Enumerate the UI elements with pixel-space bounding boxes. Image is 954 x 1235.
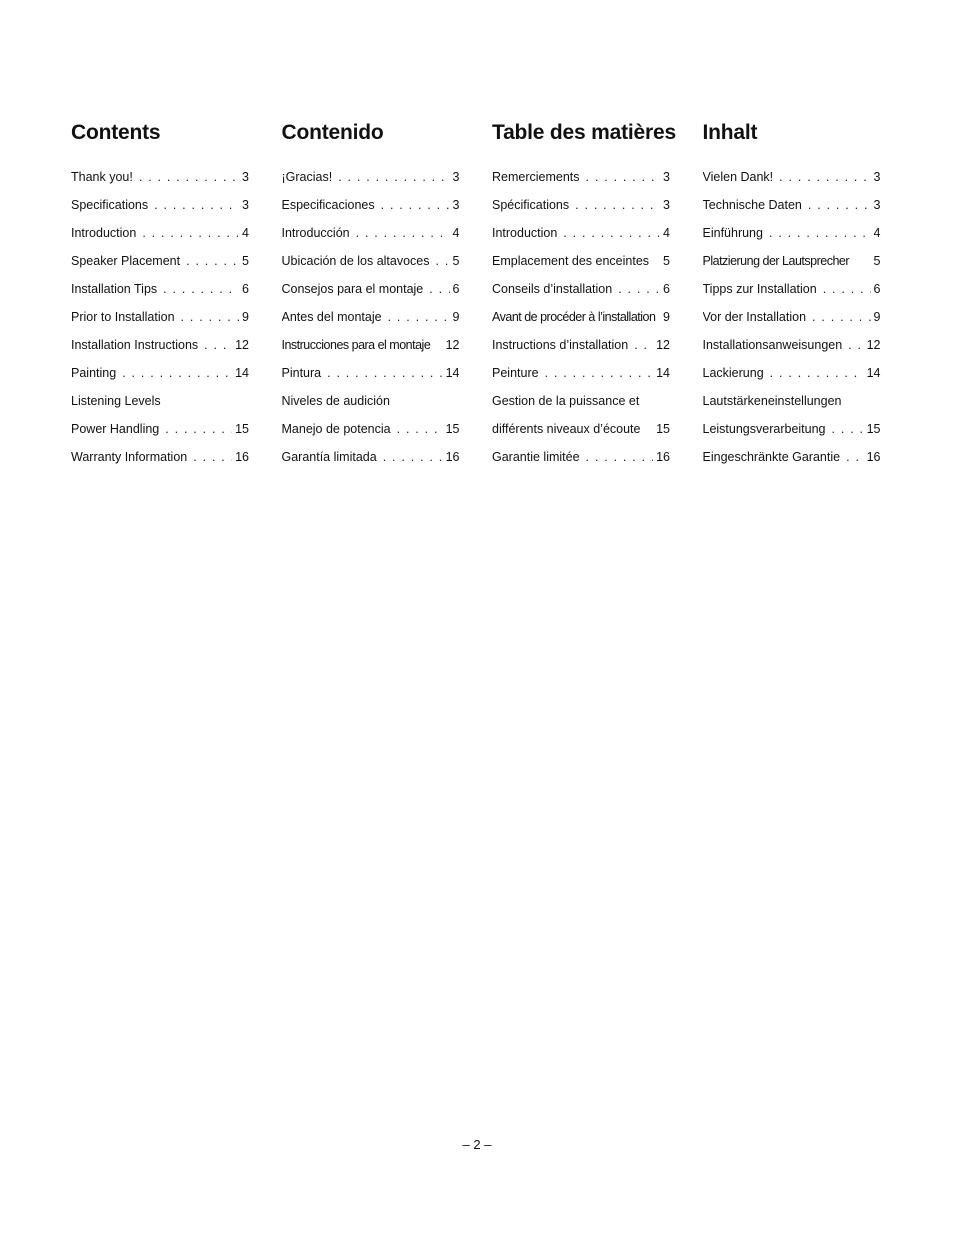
toc-entry-label: Installationsanweisungen xyxy=(702,338,843,352)
toc-entry-label: Consejos para el montaje xyxy=(281,282,424,296)
toc-entry-label: Eingeschränkte Garantie xyxy=(702,450,841,464)
toc-entry-page: 5 xyxy=(242,254,249,268)
toc-entry[interactable] xyxy=(282,335,460,363)
toc-entry[interactable] xyxy=(71,251,249,279)
toc-entry[interactable] xyxy=(282,223,460,251)
toc-entry[interactable] xyxy=(703,363,881,391)
dot-leader xyxy=(383,447,443,467)
dot-leader xyxy=(769,223,871,243)
toc-entry-label: Listening Levels xyxy=(71,394,161,408)
toc-entry-label: Ubicación de los altavoces xyxy=(281,254,430,268)
toc-entry[interactable] xyxy=(703,167,881,195)
toc-entry-page: 5 xyxy=(452,254,460,268)
toc-column-german xyxy=(703,117,881,475)
toc-entry-page: 15 xyxy=(656,422,670,436)
dot-leader xyxy=(154,195,239,215)
toc-entry-label: Introduction xyxy=(71,226,137,240)
toc-entry[interactable] xyxy=(703,251,881,279)
toc-entry[interactable] xyxy=(71,167,249,195)
toc-entry-page: 12 xyxy=(445,338,460,352)
toc-entry[interactable] xyxy=(492,391,670,419)
toc-entry-label: Vielen Dank! xyxy=(702,170,774,184)
toc-heading: Inhalt xyxy=(702,121,758,144)
toc-entry-page: 6 xyxy=(242,282,249,296)
toc-entry-page: 3 xyxy=(242,198,249,212)
toc-entry-label: Warranty Information xyxy=(71,450,188,464)
dot-leader xyxy=(545,363,654,383)
toc-entry-label: Einführung xyxy=(702,226,763,240)
dot-leader xyxy=(586,447,654,467)
toc-entry-label: Gestion de la puissance et xyxy=(492,394,640,408)
toc-entry-page: 16 xyxy=(866,450,881,464)
toc-entry-page: 3 xyxy=(452,198,460,212)
dot-leader xyxy=(163,279,239,299)
toc-entry-page: 16 xyxy=(445,450,460,464)
toc-entry-label: Remerciements xyxy=(492,170,580,184)
dot-leader xyxy=(186,251,239,271)
toc-entry-page: 5 xyxy=(873,254,881,268)
toc-entry[interactable] xyxy=(703,223,881,251)
toc-entry-page: 3 xyxy=(452,170,460,184)
dot-leader xyxy=(436,251,450,271)
toc-column-french xyxy=(492,117,676,475)
toc-entry-label: Installation Tips xyxy=(71,282,158,296)
toc-entry[interactable] xyxy=(282,419,460,447)
dot-leader xyxy=(429,279,449,299)
toc-entry[interactable] xyxy=(282,195,460,223)
toc-entry[interactable] xyxy=(71,419,249,447)
dot-leader xyxy=(848,335,863,355)
toc-entry[interactable] xyxy=(282,251,460,279)
toc-entry-page: 14 xyxy=(235,366,249,380)
toc-entry-label: ¡Gracias! xyxy=(281,170,333,184)
toc-entry[interactable] xyxy=(282,363,460,391)
toc-entry-label: Avant de procéder à l’installation xyxy=(492,310,656,324)
dot-leader xyxy=(142,223,239,243)
toc-entry-page: 3 xyxy=(663,170,670,184)
dot-leader xyxy=(563,223,660,243)
toc-entry[interactable] xyxy=(703,419,881,447)
toc-entry-label: Introduction xyxy=(492,226,558,240)
toc-entry-page: 15 xyxy=(866,422,881,436)
toc-entry-label: Introducción xyxy=(281,226,350,240)
toc-entry[interactable] xyxy=(703,447,881,475)
toc-column-spanish xyxy=(282,117,460,475)
toc-entry-page: 9 xyxy=(242,310,249,324)
toc-entry-label: Technische Daten xyxy=(702,198,802,212)
toc-heading: Contents xyxy=(71,121,161,144)
dot-leader xyxy=(634,335,653,355)
toc-entry-label: Peinture xyxy=(492,366,539,380)
toc-entry[interactable] xyxy=(492,167,670,195)
toc-entry-label: Tipps zur Installation xyxy=(702,282,817,296)
toc-entry[interactable] xyxy=(282,279,460,307)
toc-list xyxy=(703,167,881,475)
page-number: – 2 – xyxy=(462,1137,492,1152)
toc-entry-label: Manejo de potencia xyxy=(281,422,391,436)
toc-entry-label: Spécifications xyxy=(492,198,570,212)
toc-entry-label: Instrucciones para el montaje xyxy=(281,338,431,352)
toc-column-english xyxy=(71,117,249,475)
dot-leader xyxy=(388,307,450,327)
dot-leader xyxy=(618,279,660,299)
toc-entry-label: Antes del montaje xyxy=(281,310,382,324)
toc-entry[interactable] xyxy=(703,391,881,419)
toc-list xyxy=(282,167,460,475)
toc-entry[interactable] xyxy=(492,419,670,447)
dot-leader xyxy=(808,195,871,215)
toc-entry-page: 15 xyxy=(445,422,460,436)
toc-entry[interactable] xyxy=(282,391,460,419)
toc-entry-page: 14 xyxy=(656,366,670,380)
toc-entry[interactable] xyxy=(492,363,670,391)
toc-entry[interactable] xyxy=(703,279,881,307)
dot-leader xyxy=(846,447,864,467)
toc-entry[interactable] xyxy=(282,167,460,195)
toc-entry-label: Niveles de audición xyxy=(281,394,390,408)
toc-entry-label: Painting xyxy=(71,366,117,380)
dot-leader xyxy=(770,363,864,383)
toc-entry-label: Vor der Installation xyxy=(702,310,807,324)
toc-entry-page: 15 xyxy=(235,422,249,436)
toc-entry-page: 12 xyxy=(656,338,670,352)
dot-leader xyxy=(397,419,443,439)
toc-entry-page: 12 xyxy=(866,338,881,352)
dot-leader xyxy=(832,419,864,439)
toc-entry[interactable] xyxy=(703,307,881,335)
toc-entry-label: Lautstärkeneinstellungen xyxy=(702,394,842,408)
toc-entry-label: Garantie limitée xyxy=(492,450,580,464)
toc-entry-page: 5 xyxy=(663,254,670,268)
toc-entry-label: Conseils d’installation xyxy=(492,282,613,296)
dot-leader xyxy=(139,167,239,187)
toc-entry-page: 9 xyxy=(452,310,460,324)
toc-entry[interactable] xyxy=(492,335,670,363)
toc-entry-page: 4 xyxy=(242,226,249,240)
toc-entry-page: 4 xyxy=(873,226,881,240)
dot-leader xyxy=(586,167,661,187)
toc-list xyxy=(492,167,670,475)
toc-entry-label: Installation Instructions xyxy=(71,338,199,352)
toc-entry[interactable] xyxy=(492,223,670,251)
toc-entry-page: 6 xyxy=(663,282,670,296)
table-of-contents xyxy=(71,117,881,475)
dot-leader xyxy=(812,307,871,327)
toc-entry[interactable] xyxy=(282,447,460,475)
toc-entry-label: Power Handling xyxy=(71,422,160,436)
toc-entry-label: Leistungsverarbeitung xyxy=(702,422,826,436)
toc-entry-page: 4 xyxy=(663,226,670,240)
toc-entry-label: Lackierung xyxy=(702,366,764,380)
dot-leader xyxy=(193,447,232,467)
toc-entry[interactable] xyxy=(492,447,670,475)
toc-heading: Table des matières xyxy=(492,121,676,144)
toc-entry[interactable] xyxy=(71,223,249,251)
toc-entry[interactable] xyxy=(71,195,249,223)
toc-entry[interactable] xyxy=(492,307,670,335)
dot-leader xyxy=(204,335,232,355)
toc-entry[interactable] xyxy=(71,335,249,363)
toc-entry-label: Speaker Placement xyxy=(71,254,181,268)
toc-list xyxy=(71,167,249,475)
toc-entry-label: Emplacement des enceintes xyxy=(492,254,650,268)
toc-entry[interactable] xyxy=(71,447,249,475)
toc-entry-page: 14 xyxy=(445,366,460,380)
toc-entry-page: 16 xyxy=(656,450,670,464)
toc-entry-page: 3 xyxy=(873,170,881,184)
dot-leader xyxy=(381,195,450,215)
dot-leader xyxy=(575,195,660,215)
toc-entry-page: 3 xyxy=(663,198,670,212)
dot-leader xyxy=(356,223,450,243)
toc-entry-page: 4 xyxy=(452,226,460,240)
toc-entry-label: Thank you! xyxy=(71,170,133,184)
toc-entry-page: 12 xyxy=(235,338,249,352)
toc-entry[interactable] xyxy=(71,391,249,419)
dot-leader xyxy=(122,363,232,383)
toc-entry[interactable] xyxy=(703,335,881,363)
toc-entry-page: 3 xyxy=(873,198,881,212)
dot-leader xyxy=(823,279,871,299)
toc-entry-label: Specifications xyxy=(71,198,149,212)
toc-heading: Contenido xyxy=(281,121,384,144)
toc-entry[interactable] xyxy=(492,195,670,223)
toc-entry-page: 14 xyxy=(866,366,881,380)
dot-leader xyxy=(165,419,232,439)
toc-entry-label: Prior to Installation xyxy=(71,310,175,324)
toc-entry-label: Instructions d’installation xyxy=(492,338,629,352)
toc-entry-label: Pintura xyxy=(281,366,322,380)
toc-entry-page: 6 xyxy=(873,282,881,296)
toc-entry-label: Especificaciones xyxy=(281,198,375,212)
toc-entry[interactable] xyxy=(71,279,249,307)
dot-leader xyxy=(779,167,870,187)
toc-entry[interactable] xyxy=(492,251,670,279)
toc-entry-page: 9 xyxy=(873,310,881,324)
dot-leader xyxy=(327,363,442,383)
toc-entry[interactable] xyxy=(71,307,249,335)
toc-entry-label: Garantía limitada xyxy=(281,450,377,464)
dot-leader xyxy=(338,167,449,187)
toc-entry-page: 6 xyxy=(452,282,460,296)
toc-entry[interactable] xyxy=(492,279,670,307)
toc-entry-label: Platzierung der Lautsprecher xyxy=(702,254,850,268)
toc-entry[interactable] xyxy=(703,195,881,223)
toc-entry-page: 9 xyxy=(663,310,670,324)
toc-entry-page: 3 xyxy=(242,170,249,184)
toc-entry[interactable] xyxy=(71,363,249,391)
toc-entry[interactable] xyxy=(282,307,460,335)
toc-entry-label: différents niveaux d’écoute xyxy=(492,422,641,436)
toc-entry-page: 16 xyxy=(235,450,249,464)
dot-leader xyxy=(181,307,240,327)
